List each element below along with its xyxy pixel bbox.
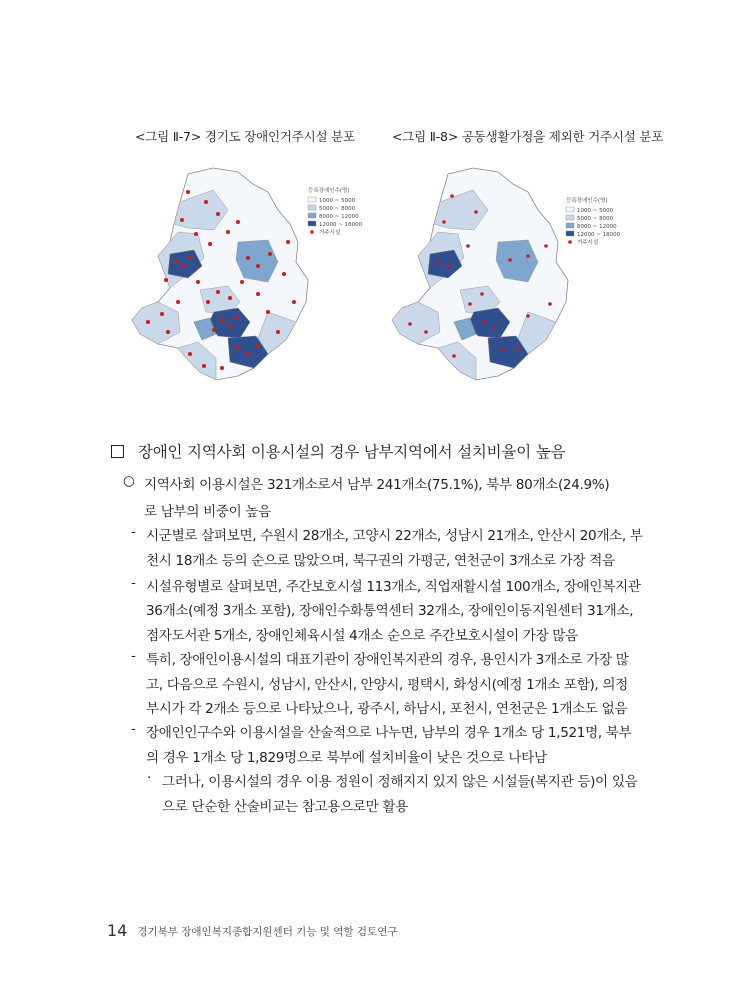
section-heading-text: 장애인 지역사회 이용시설의 경우 남부지역에서 설치비율이 높음 <box>138 443 566 461</box>
paragraph-line: 36개소(예정 3개소 포함), 장애인수화통역센터 32개소, 장애인이동지원센터 31개소, <box>146 603 634 619</box>
legend-title: 등록장애인수(명) <box>566 198 608 204</box>
legend-title: 등록장애인수(명) <box>308 188 350 194</box>
legend-item: 12000 ~ 18000 <box>577 232 621 238</box>
section-heading <box>111 440 565 462</box>
legend-item: 1000 ~ 5000 <box>319 198 356 204</box>
paragraph-line: 점자도서관 5개소, 장애인체육시설 4개소 순으로 주간보호시설이 가장 많음 <box>146 628 578 644</box>
map-left-legend <box>308 186 363 236</box>
legend-item: 12000 ~ 18000 <box>319 222 363 228</box>
paragraph-line: 시설유형별로 살펴보면, 주간보호시설 113개소, 직업재활시설 100개소, 장애인복지관 <box>146 579 641 595</box>
page-footer <box>107 920 397 940</box>
paragraph-line: 시군별로 살펴보면, 수원시 28개소, 고양시 22개소, 성남시 21개소, 안산시 20개소, 부 <box>146 528 643 544</box>
legend-item: 8000 ~ 12000 <box>319 214 359 220</box>
figure-caption-right: <그림 Ⅱ-8> 공동생활가정을 제외한 거주시설 분포 <box>392 129 664 144</box>
dash-bullet: - <box>131 524 136 540</box>
figure-caption-left: <그림 Ⅱ-7> 경기도 장애인거주시설 분포 <box>135 129 355 144</box>
square-bullet-icon <box>111 445 124 458</box>
paragraph-line: 지역사회 이용시설은 321개소로서 남부 241개소(75.1%), 북부 80개소(24.9%) <box>144 477 610 493</box>
paragraph-line: 로 남부의 비중이 높음 <box>144 504 271 520</box>
dash-bullet: - <box>131 575 136 591</box>
paragraph-line: 의 경우 1개소 당 1,829명으로 북부에 설치비율이 낮은 것으로 나타남 <box>146 750 547 766</box>
page-number: 14 <box>107 921 128 940</box>
map-right-facilities <box>378 162 628 402</box>
footer-title: 경기북부 장애인복지종합지원센터 기능 및 역할 검토연구 <box>137 926 398 938</box>
paragraph-line: 특히, 장애인이용시설의 대표기관이 장애인복지관의 경우, 용인시가 3개소로 가장 많 <box>146 652 629 668</box>
legend-item: 8000 ~ 12000 <box>577 224 617 230</box>
paragraph-line: 으로 단순한 산술비교는 참고용으로만 활용 <box>162 799 408 815</box>
paragraph-line: 장애인인구수와 이용시설을 산술적으로 나누면, 남부의 경우 1개소 당 1,521명, 북부 <box>146 725 632 741</box>
paragraph-line: 부시가 각 2개소 등으로 나타났으나, 광주시, 하남시, 포천시, 연천군은 1개소도 없음 <box>146 701 628 717</box>
dot-bullet: · <box>147 770 152 786</box>
dash-bullet: - <box>131 721 136 737</box>
legend-item: 5000 ~ 8000 <box>319 206 356 212</box>
paragraph-line: 고, 다음으로 수원시, 성남시, 안산시, 안양시, 평택시, 화성시(예정 1개소 포함), 의정 <box>146 677 628 693</box>
paragraph-line: 천시 18개소 등의 순으로 많았으며, 북구권의 가평군, 연천군이 3개소로 가장 적음 <box>146 553 615 569</box>
legend-item: 5000 ~ 8000 <box>577 216 614 222</box>
legend-dot-label: 거주시설 <box>319 230 341 236</box>
legend-dot-label: 거주시설 <box>577 240 599 246</box>
paragraph-line: 그러나, 이용시설의 경우 이용 정원이 정해지지 있지 않은 시설들(복지관 등)이 있음 <box>162 774 638 790</box>
map-right-legend <box>566 196 621 246</box>
legend-item: 1000 ~ 5000 <box>577 208 614 214</box>
circle-bullet-icon: ○ <box>123 473 135 489</box>
dash-bullet: - <box>131 648 136 664</box>
map-left-facilities <box>118 162 368 402</box>
